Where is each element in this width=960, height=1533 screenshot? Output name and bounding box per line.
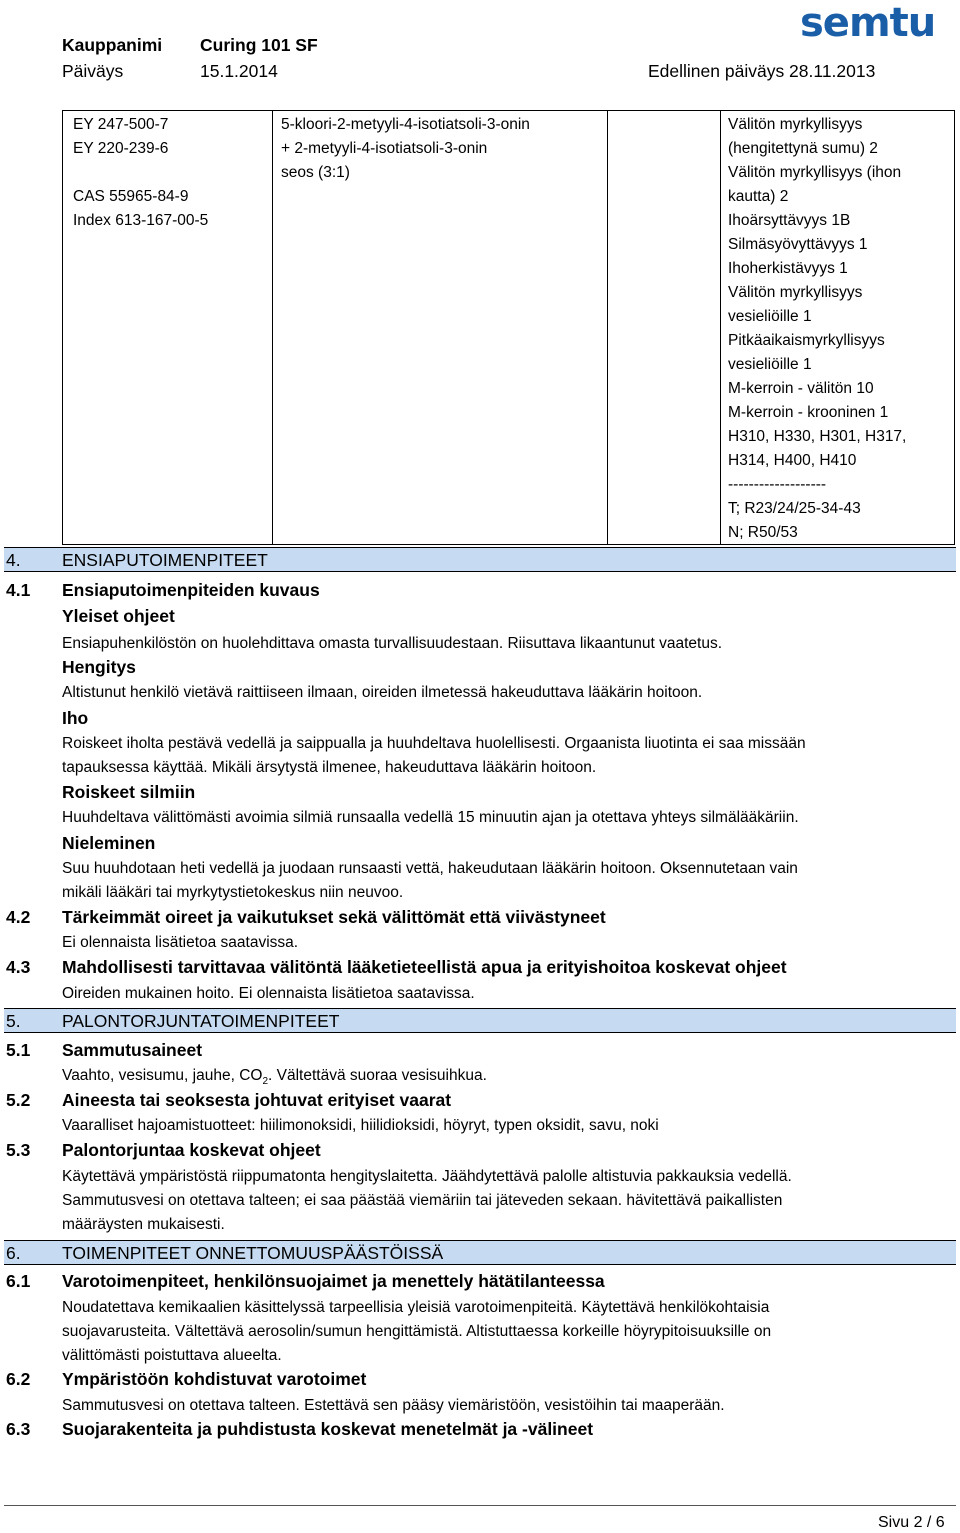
section-5-1-title: Sammutusaineet <box>62 1040 203 1060</box>
semtu-logo: semtu <box>800 0 936 46</box>
date-label: Päiväys <box>62 61 124 81</box>
ingestion-title: Nieleminen <box>62 833 156 853</box>
previous-date: Edellinen päiväys 28.11.2013 <box>648 61 876 81</box>
section-4-1-title: Ensiaputoimenpiteiden kuvaus <box>62 580 320 600</box>
cas-number: CAS 55965-84-9 <box>73 188 189 205</box>
ec-number: EY 247-500-7 <box>73 116 169 133</box>
ids-cell <box>73 113 208 233</box>
section-6-3-title: Suojarakenteita ja puhdistusta koskevat menetelmät ja -välineet <box>62 1419 594 1439</box>
section-4-header: 4. ENSIAPUTOIMENPITEET <box>4 547 956 572</box>
section-5-header: 5. PALONTORJUNTATOIMENPITEET <box>4 1008 956 1033</box>
extinguishing-media: Vaahto, vesisumu, jauhe, $CO_2$. Vältettävä suoraa vesisuihkua. <box>62 1067 487 1088</box>
inhalation-title: Hengitys <box>62 657 136 677</box>
product-name: Curing 101 SF <box>200 35 318 55</box>
company-label: Kauppanimi <box>62 35 163 55</box>
footer-divider <box>4 1505 956 1506</box>
page-number: Sivu 2 / 6 <box>878 1514 945 1531</box>
date-value: 15.1.2014 <box>200 61 278 81</box>
eye-title: Roiskeet silmiin <box>62 782 196 802</box>
section-5-2-title: Aineesta tai seoksesta johtuvat erityiset vaarat <box>62 1090 452 1110</box>
section-5-3-title: Palontorjuntaa koskevat ohjeet <box>62 1140 321 1160</box>
ec-number: EY 220-239-6 <box>73 140 169 157</box>
skin-title: Iho <box>62 708 89 728</box>
section-6-2-title: Ympäristöön kohdistuvat varotoimet <box>62 1369 367 1389</box>
general-title: Yleiset ohjeet <box>62 606 175 626</box>
section-6-header: 6. TOIMENPITEET ONNETTOMUUSPÄÄSTÖISSÄ <box>4 1240 956 1265</box>
section-4-2-title: Tärkeimmät oireet ja vaikutukset sekä välittömät että viivästyneet <box>62 907 606 927</box>
section-6-1-title: Varotoimenpiteet, henkilönsuojaimet ja menettely hätätilanteessa <box>62 1271 605 1291</box>
index-number: Index 613-167-00-5 <box>73 212 209 229</box>
section-4-3-title: Mahdollisesti tarvittavaa välitöntä lääketieteellistä apua ja erityishoitoa koskevat ohjeet <box>62 957 787 977</box>
substance-cell: 5-kloori-2-metyyli-4-isotiatsoli-3-onin + 2-metyyli-4-isotiatsoli-3-onin seos (3:1) <box>281 116 530 181</box>
classification-cell: Välitön myrkyllisyys (hengitettynä sumu) 2 Välitön myrkyllisyys (ihon kautta) 2 Ihoärsyttävyys 1B Silmäsyövyttävyys 1 Ihoherkistävyys 1 Välitön myrkyllisyys vesieliöille 1 Pitkäaikaismyrkyllisyys vesieliöille 1 M-kerroin - välitön 10 M-kerroin - krooninen 1 H310, H330, H301, H317, H314, H400, H410 ------------------- T; R23/24/25-34-43 N; R50/53 <box>728 116 907 541</box>
